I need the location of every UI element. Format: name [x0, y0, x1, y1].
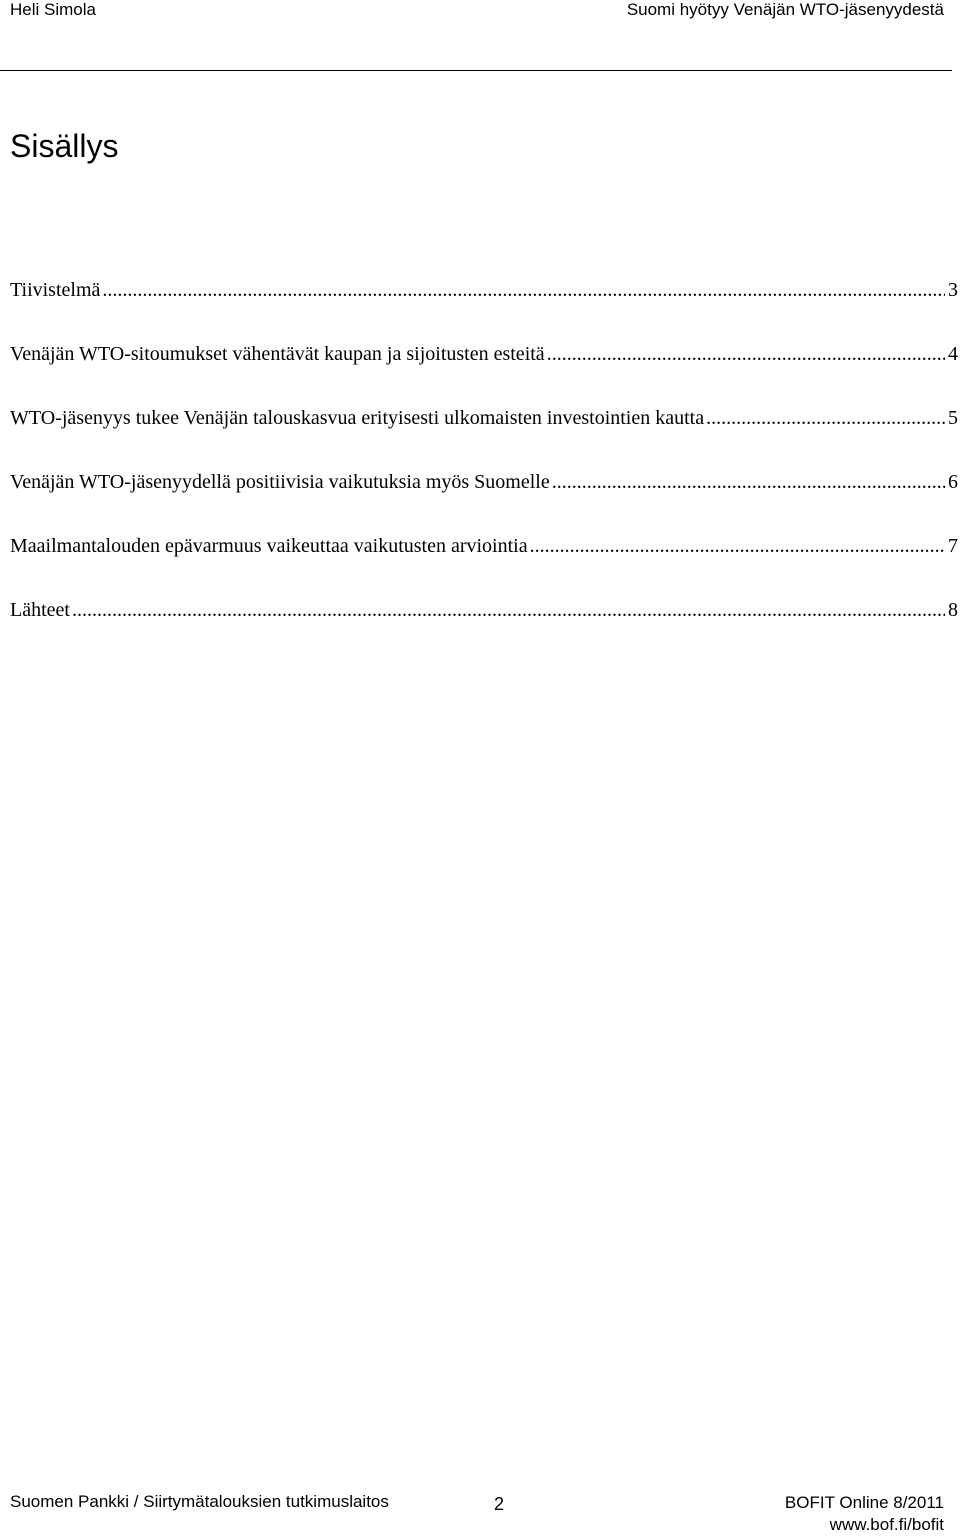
toc-leader-dots: [552, 468, 945, 496]
page-title: Sisällys: [10, 128, 119, 164]
toc-entry-sitoumukset[interactable]: [10, 340, 958, 404]
toc-entry-text: Venäjän WTO-jäsenyydellä positiivisia vaikutuksia myös Suomelle: [10, 471, 550, 493]
table-of-contents: [10, 276, 958, 660]
toc-entry-page: 7: [948, 535, 958, 557]
toc-entry-text: Venäjän WTO-sitoumukset vähentävät kaupan ja sijoitusten esteitä: [10, 343, 545, 365]
header-document-title: Suomi hyötyy Venäjän WTO-jäsenyydestä: [626, 0, 944, 19]
toc-entry-text: WTO-jäsenyys tukee Venäjän talouskasvua erityisesti ulkomaisten investointien kautta: [10, 407, 705, 429]
header-author: Heli Simola: [10, 0, 96, 19]
toc-entry-text: Tiivistelmä: [10, 279, 101, 301]
header-divider: [0, 70, 952, 71]
toc-entry-lahteet[interactable]: [10, 596, 958, 660]
page-header: [0, 0, 960, 72]
toc-entry-page: 3: [948, 279, 958, 301]
toc-entry-suomelle[interactable]: [10, 468, 958, 532]
toc-leader-dots: [72, 596, 945, 624]
toc-entry-page: 8: [948, 599, 958, 621]
footer-institution: Suomen Pankki / Siirtymätalouksien tutkimuslaitos: [10, 1492, 389, 1511]
footer-publication: [785, 1492, 944, 1536]
toc-entry-page: 5: [948, 407, 958, 429]
toc-leader-dots: [102, 276, 945, 304]
footer-website: www.bof.fi/bofit: [829, 1515, 944, 1534]
toc-leader-dots: [706, 404, 945, 432]
toc-entry-text: Lähteet: [10, 599, 70, 621]
toc-entry-epavarmuus[interactable]: [10, 532, 958, 596]
footer-series: BOFIT Online 8/2011: [784, 1493, 944, 1512]
toc-leader-dots: [530, 532, 945, 560]
toc-entry-text: Maailmantalouden epävarmuus vaikeuttaa vaikutusten arviointia: [10, 535, 528, 557]
toc-entry-talouskasvu[interactable]: [10, 404, 958, 468]
toc-entry-tiivistelma[interactable]: [10, 276, 958, 340]
toc-entry-page: 6: [948, 471, 958, 493]
toc-entry-page: 4: [948, 343, 958, 365]
toc-leader-dots: [547, 340, 945, 368]
footer-page-number: 2: [494, 1494, 505, 1514]
